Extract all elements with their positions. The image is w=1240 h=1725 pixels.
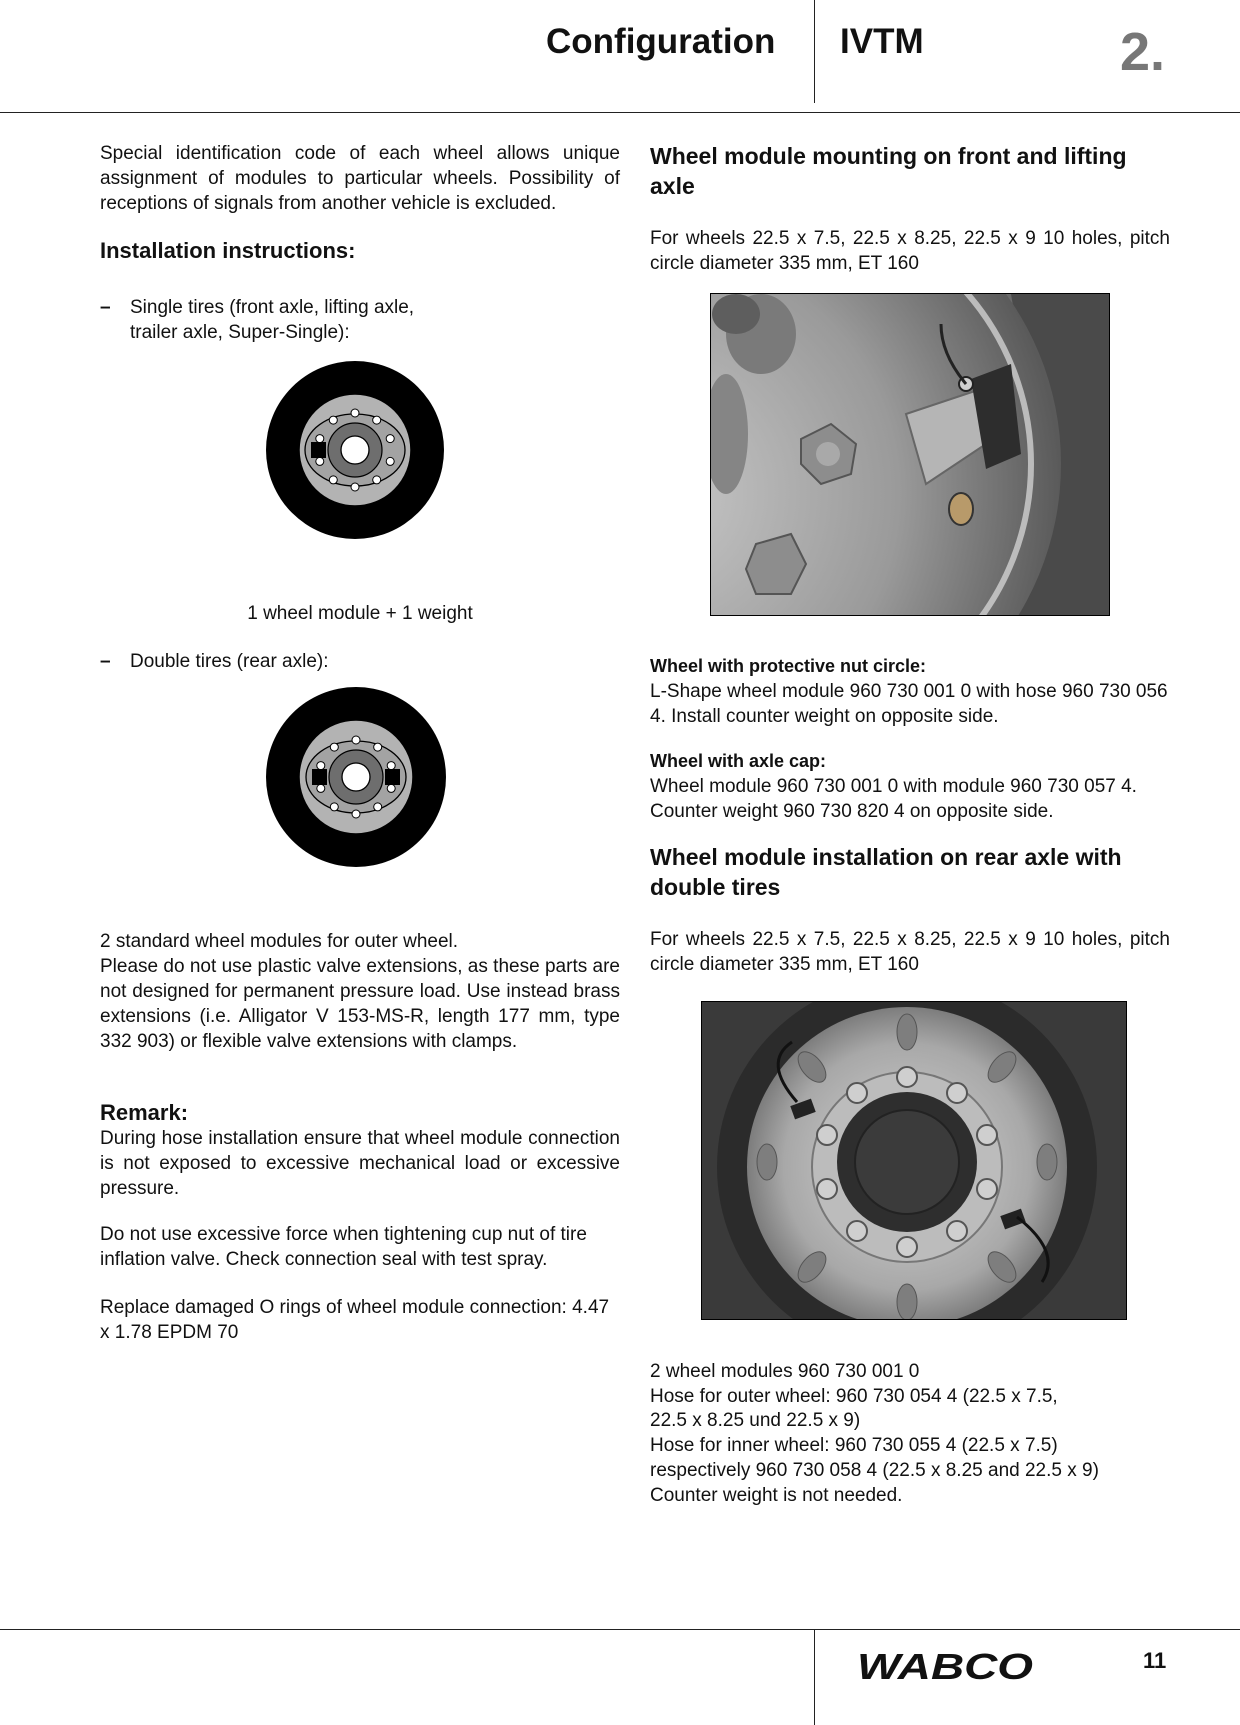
nut-circle-heading: Wheel with protective nut circle:	[650, 656, 927, 676]
wheel-module-mark-right	[385, 769, 400, 785]
nut-circle-text: L-Shape wheel module 960 730 001 0 with hose 960 730 056 4. Install counter weight on opposite side.	[650, 681, 1168, 727]
force-note: Do not use excessive force when tightening cup nut of tire inflation valve. Check connection seal with test spray.	[100, 1224, 587, 1270]
rear-list-item-2: Hose for outer wheel: 960 730 054 4 (22.5 x 7.5,	[650, 1386, 1058, 1407]
front-wheel-photo	[710, 293, 1110, 616]
double-tires-label: Double tires (rear axle):	[130, 651, 329, 672]
footer-divider	[814, 1629, 815, 1725]
header-divider	[814, 0, 815, 103]
footer-rule	[0, 1629, 1240, 1630]
rear-list-item-5: respectively 960 730 058 4 (22.5 x 8.25 and 22.5 x 9)	[650, 1460, 1099, 1481]
wheel-module-mark	[311, 442, 326, 458]
oring-note: Replace damaged O rings of wheel module connection: 4.47 x 1.78 EPDM 70	[100, 1297, 610, 1343]
remark-text: During hose installation ensure that wheel module connection is not exposed to excessive mechanical load or excessive pressure.	[100, 1128, 620, 1199]
rear-list-item-1: 2 wheel modules 960 730 001 0	[650, 1361, 920, 1382]
front-axle-heading: Wheel module mounting on front and lifting axle	[650, 143, 1127, 199]
bullet-dash: –	[100, 297, 111, 318]
chapter-number: 2.	[1120, 22, 1166, 82]
installation-heading: Installation instructions:	[100, 238, 356, 263]
single-tires-line-2: trailer axle, Super-Single):	[130, 322, 350, 343]
page-number: 11	[1143, 1648, 1167, 1673]
section-title: Configuration	[546, 22, 776, 61]
header-rule	[0, 112, 1240, 113]
standard-modules-text: 2 standard wheel modules for outer wheel.	[100, 931, 459, 952]
valve-note: Please do not use plastic valve extensions, as these parts are not designed for permanent pressure load. Use instead brass extensions (i.e. Alligator V 153-MS-R, length 177 mm, type 332 903) or flexible valve extensions with clamps.	[100, 956, 620, 1052]
single-tire-diagram	[265, 360, 445, 540]
remark-heading: Remark:	[100, 1100, 189, 1125]
wabco-logo-text: WABCO	[857, 1648, 1033, 1686]
bullet-dash: –	[100, 651, 111, 672]
rear-list-item-3: 22.5 x 8.25 und 22.5 x 9)	[650, 1410, 861, 1431]
single-tires-line-1: Single tires (front axle, lifting axle,	[130, 297, 415, 318]
rear-list-item-4: Hose for inner wheel: 960 730 055 4 (22.5 x 7.5)	[650, 1435, 1058, 1456]
axle-cap-text: Wheel module 960 730 001 0 with module 960 730 057 4. Counter weight 960 730 820 4 on opposite side.	[650, 776, 1137, 822]
rear-wheels-spec: For wheels 22.5 x 7.5, 22.5 x 8.25, 22.5 x 9 10 holes, pitch circle diameter 335 mm, ET 160	[650, 929, 1170, 975]
rear-wheel-photo	[701, 1001, 1127, 1320]
rear-list-item-6: Counter weight is not needed.	[650, 1485, 903, 1506]
wabco-logo	[855, 1648, 1035, 1686]
center-bore	[342, 763, 370, 791]
wheel-module-mark-left	[312, 769, 327, 785]
double-tire-diagram	[265, 686, 447, 868]
axle-cap-heading: Wheel with axle cap:	[650, 751, 827, 771]
single-caption: 1 wheel module + 1 weight	[247, 603, 473, 624]
front-wheels-spec: For wheels 22.5 x 7.5, 22.5 x 8.25, 22.5 x 9 10 holes, pitch circle diameter 335 mm, ET 160	[650, 228, 1170, 274]
center-bore	[341, 436, 369, 464]
product-title: IVTM	[840, 22, 924, 61]
rear-axle-heading: Wheel module installation on rear axle with double tires	[650, 844, 1122, 900]
intro-paragraph: Special identification code of each wheel allows unique assignment of modules to particular wheels. Possibility of receptions of signals from another vehicle is excluded.	[100, 143, 620, 214]
